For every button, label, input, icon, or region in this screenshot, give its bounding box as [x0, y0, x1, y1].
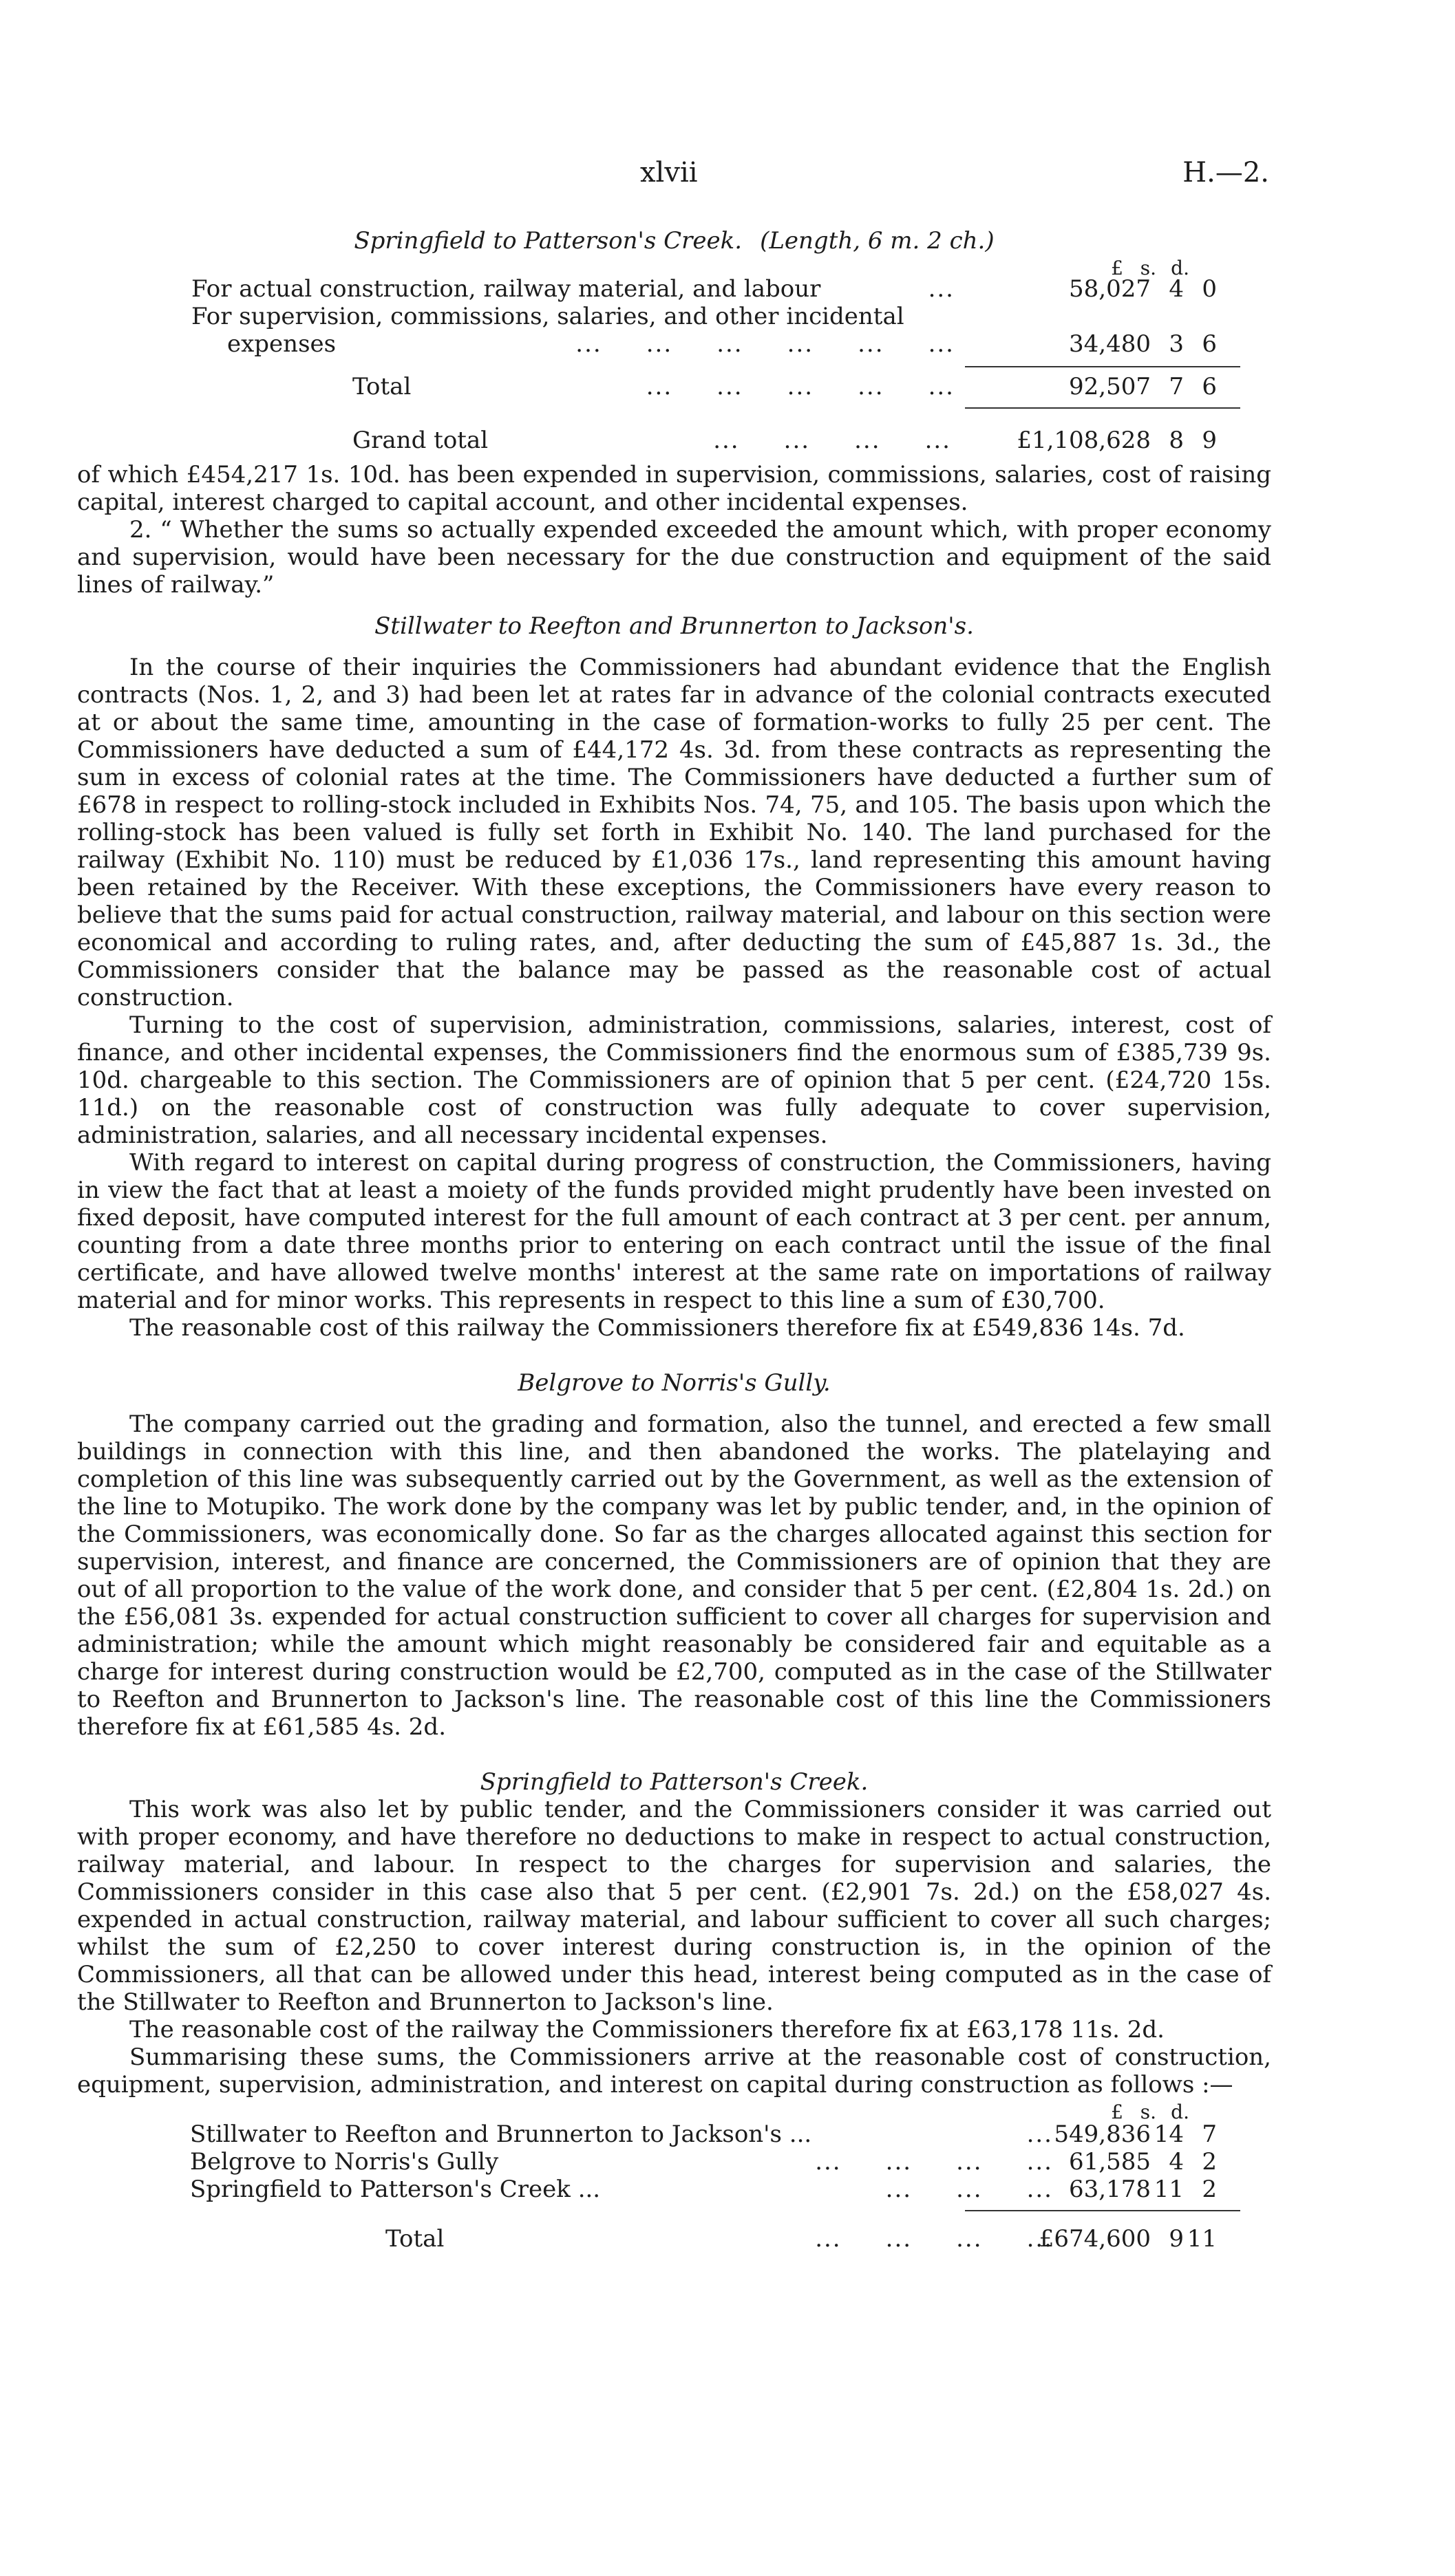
row-pounds: 34,480 [1069, 330, 1151, 358]
total-shillings: 7 [1169, 373, 1184, 400]
row-shillings: 4 [1169, 2148, 1184, 2176]
col-s-header: s. [1140, 257, 1156, 279]
table-row [190, 2148, 1247, 2176]
total-rule [965, 407, 1240, 409]
row-label: For actual construction, railway material, and labour [191, 275, 821, 303]
row-pounds: 58,027 [1069, 275, 1151, 303]
table-header-row [77, 2099, 1247, 2123]
total-pence: 6 [1202, 373, 1217, 400]
grand-total-label: Grand total [352, 427, 489, 454]
col-pound-header: £ [1111, 2101, 1123, 2123]
paragraph: This work was also let by public tender, and the Commissioners consider it was carried out with proper economy, and have therefore no deductions to make in respect to actual construction, railway material, and labour. In respect to the charges for supervision and salaries, the Commissioners consider in this case also that 5 per cent. (£2,901 7s. 2d.) on the £58,027 4s. expended in actual construction, railway material, and labour sufficient to cover all such charges; whilst the sum of £2,250 to cover interest during construction is, in the opinion of the Commissioners, all that can be allowed under this head, interest being computed as in the case of the Stillwater to Reefton and Brunnerton to Jackson's line. [77, 1796, 1271, 2016]
row-pounds: 549,836 [1054, 2121, 1151, 2148]
row-label: Stillwater to Reefton and Brunnerton to Jackson's ... [190, 2121, 812, 2148]
total-dots: ... ... ... ... [815, 2225, 1053, 2253]
section-heading: Belgrove to Norris's Gully. [518, 1369, 831, 1397]
row-pence: 2 [1202, 2148, 1217, 2176]
table-row [190, 2121, 1247, 2148]
paragraph: The reasonable cost of this railway the Commissioners therefore fix at £549,836 14s. 7d. [129, 1314, 1185, 1342]
row-shillings: 4 [1169, 275, 1184, 303]
row-pence: 7 [1202, 2121, 1217, 2148]
summary-rule [965, 2210, 1240, 2211]
row-pence: 6 [1202, 330, 1217, 358]
col-d-header: d. [1171, 2101, 1189, 2123]
row-shillings: 3 [1169, 330, 1184, 358]
table-header-row [77, 255, 1247, 279]
paragraph: Summarising these sums, the Commissioners arrive at the reasonable cost of construction, equipment, supervision, administration, and interest on capital during construction as follows :— [77, 2043, 1271, 2099]
paragraph: The reasonable cost of the railway the Commissioners therefore fix at £63,178 11s. 2d. [129, 2016, 1165, 2043]
total-pence: 11 [1187, 2225, 1217, 2253]
table-length-note: (Length, 6 m. 2 ch.) [760, 227, 995, 255]
page-body [77, 227, 1271, 2271]
total-row [385, 2225, 1247, 2253]
paragraph: of which £454,217 1s. 10d. has been expended in supervision, commissions, salaries, cost of raising capital, interest charged to capital account, and other incidental expenses. [77, 461, 1271, 516]
grand-total-pence: 9 [1202, 427, 1217, 454]
total-pounds: £674,600 [1039, 2225, 1151, 2253]
section-heading: Stillwater to Reefton and Brunnerton to Jackson's. [374, 612, 974, 640]
col-s-header: s. [1140, 2101, 1156, 2123]
springfield-cost-table [77, 255, 1247, 461]
grand-total-dots: ... ... ... ... [713, 427, 951, 454]
row-pence: 2 [1202, 2176, 1217, 2203]
row-dots: ... ... ... [885, 2176, 1053, 2203]
row-pounds: 63,178 [1069, 2176, 1151, 2203]
total-label: Total [352, 373, 412, 400]
row-label-line2: expenses [227, 330, 337, 358]
row-label-line1: For supervision, commissions, salaries, and other incidental [191, 303, 904, 330]
grand-total-row [352, 427, 1247, 454]
table-row [191, 330, 1247, 358]
total-shillings: 9 [1169, 2225, 1184, 2253]
row-shillings: 11 [1154, 2176, 1184, 2203]
row-dots: ... ... ... ... [815, 2148, 1053, 2176]
document-reference: H.—2. [1182, 157, 1269, 189]
paragraph: With regard to interest on capital during progress of construction, the Commissioners, having in view the fact that at least a moiety of the funds provided might prudently have been invested on fixed deposit, have computed interest for the full amount of each contract at 3 per cent. per annum, counting from a date three months prior to entering on each contract until the issue of the final certificate, and have allowed twelve months' interest at the same rate on importations of railway material and for minor works. This represents in respect to this line a sum of £30,700. [77, 1149, 1271, 1314]
row-dots: ... ... ... ... ... ... [575, 330, 955, 358]
paragraph: 2. “ Whether the sums so actually expended exceeded the amount which, with proper economy and supervision, would have been necessary for the due construction and equipment of the said lines of railway.” [77, 516, 1271, 599]
row-dots: ... [1026, 2121, 1053, 2148]
col-d-header: d. [1171, 257, 1189, 279]
grand-total-pounds: £1,108,628 [1017, 427, 1151, 454]
table-row [190, 2176, 1247, 2203]
table-title-text: Springfield to Patterson's Creek. [354, 227, 743, 255]
grand-total-shillings: 8 [1169, 427, 1184, 454]
summary-cost-table [77, 2099, 1247, 2271]
row-label: Springfield to Patterson's Creek ... [190, 2176, 601, 2203]
row-dots: ... [928, 275, 955, 303]
total-row [352, 373, 1247, 400]
paragraph: Turning to the cost of supervision, administration, commissions, salaries, interest, cost of finance, and other incidental expenses, the Commissioners find the enormous sum of £385,739 9s. 10d. chargeable to this section. The Commissioners are of opinion that 5 per cent. (£24,720 15s. 11d.) on the reasonable cost of construction was fully adequate to cover supervision, administration, salaries, and all necessary incidental expenses. [77, 1011, 1271, 1149]
table-row [191, 275, 1247, 303]
page-number: xlvii [640, 157, 698, 189]
paragraph: In the course of their inquiries the Commissioners had abundant evidence that the English contracts (Nos. 1, 2, and 3) had been let at rates far in advance of the colonial contracts executed at or about the same time, amounting in the case of formation-works to fully 25 per cent. The Commissioners have deducted a sum of £44,172 4s. 3d. from these contracts as representing the sum in excess of colonial rates at the time. The Commissioners have deducted a further sum of £678 in respect to rolling-stock included in Exhibits Nos. 74, 75, and 105. The basis upon which the rolling-stock has been valued is fully set forth in Exhibit No. 140. The land purchased for the railway (Exhibit No. 110) must be reduced by £1,036 17s., land representing this amount having been retained by the Receiver. With these exceptions, the Commissioners have every reason to believe that the sums paid for actual construction, railway material, and labour on this section were economical and according to ruling rates, and, after deducting the sum of £45,887 1s. 3d., the Commissioners consider that the balance may be passed as the reasonable cost of actual construction. [77, 654, 1271, 1011]
section-heading: Springfield to Patterson's Creek. [480, 1768, 869, 1796]
row-shillings: 14 [1154, 2121, 1184, 2148]
total-pounds: 92,507 [1069, 373, 1151, 400]
springfield-table-title [77, 227, 1271, 255]
total-label: Total [385, 2225, 445, 2253]
col-pound-header: £ [1111, 257, 1123, 279]
row-pounds: 61,585 [1069, 2148, 1151, 2176]
table-row [191, 303, 1247, 330]
running-header [0, 157, 1455, 198]
row-label: Belgrove to Norris's Gully [190, 2148, 499, 2176]
total-dots: ... ... ... ... ... [646, 373, 955, 400]
row-pence: 0 [1202, 275, 1217, 303]
paragraph: The company carried out the grading and formation, also the tunnel, and erected a few small buildings in connection with this line, and then abandoned the works. The platelaying and completion of this line was subsequently carried out by the Government, as well as the extension of the line to Motupiko. The work done by the company was let by public tender, and, in the opinion of the Commissioners, was economically done. So far as the charges allocated against this section for supervision, interest, and finance are concerned, the Commissioners are of opinion that they are out of all proportion to the value of the work done, and consider that 5 per cent. (£2,804 1s. 2d.) on the £56,081 3s. expended for actual construction sufficient to cover all charges for supervision and administration; while the amount which might reasonably be considered fair and equitable as a charge for interest during construction would be £2,700, computed as in the case of the Stillwater to Reefton and Brunnerton to Jackson's line. The reasonable cost of this line the Commissioners therefore fix at £61,585 4s. 2d. [77, 1410, 1271, 1741]
subtotal-rule [965, 366, 1240, 367]
